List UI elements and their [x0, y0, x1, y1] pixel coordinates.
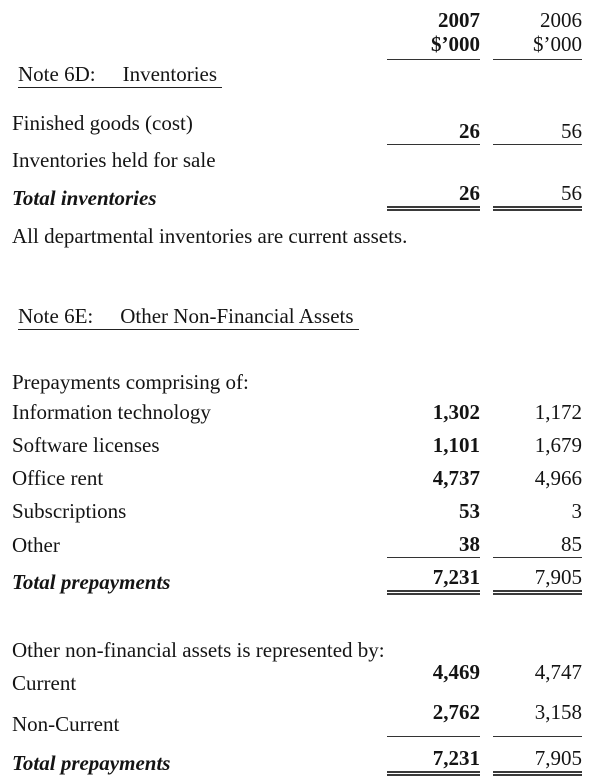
column-header-2006 — [493, 8, 582, 60]
row-label: Total prepayments — [12, 751, 171, 775]
value-2007: 7,231 — [387, 747, 480, 776]
row-other — [12, 533, 582, 558]
value-2006: 7,905 — [493, 747, 582, 776]
value-2006: 56 — [493, 182, 582, 211]
note-6d-heading — [18, 62, 582, 88]
note-6d-label: Note 6D: — [18, 62, 96, 86]
value-2007: 38 — [387, 533, 480, 558]
row-label: Information technology — [12, 400, 211, 424]
row-label: Current — [12, 671, 77, 695]
value-2006: 56 — [493, 120, 582, 145]
column-header-2007 — [387, 8, 480, 60]
row-total-prepayments — [12, 566, 582, 595]
row-non-current — [12, 701, 582, 737]
value-2007: 2,762 — [387, 701, 480, 737]
value-2007: 1,101 — [432, 433, 480, 457]
note-6e-heading-text — [18, 305, 359, 330]
row-subscriptions — [12, 500, 582, 524]
note-6d-title: Inventories — [122, 62, 218, 86]
value-2006: 4,966 — [534, 466, 582, 490]
row-label: Inventories held for sale — [12, 148, 216, 172]
unit-2007: $’000 — [431, 32, 480, 56]
row-total-inventories — [12, 182, 582, 211]
inventories-footnote: All departmental inventories are current assets. — [12, 224, 408, 248]
value-2007 — [387, 171, 480, 173]
value-2006: 85 — [493, 533, 582, 558]
row-label: Office rent — [12, 466, 104, 490]
row-office-rent — [12, 467, 582, 491]
value-2006: 7,905 — [493, 566, 582, 595]
row-information-technology — [12, 401, 582, 425]
value-2007: 53 — [459, 499, 480, 523]
year-2007: 2007 — [438, 8, 480, 32]
breakdown-intro: Other non-financial assets is represented by: — [12, 638, 385, 662]
note-6e-label: Note 6E: — [18, 304, 94, 328]
column-headers — [12, 8, 582, 60]
value-2007: 7,231 — [387, 566, 480, 595]
row-total-prepayments-breakdown — [12, 747, 582, 776]
note-6e-heading — [18, 304, 582, 330]
value-2006: 4,747 — [534, 660, 582, 684]
row-label: Subscriptions — [12, 499, 127, 523]
row-label: Total inventories — [12, 186, 157, 210]
row-label: Total prepayments — [12, 570, 171, 594]
row-label: Software licenses — [12, 433, 160, 457]
note-6e-title: Other Non-Financial Assets — [120, 304, 354, 328]
value-2006: 1,172 — [534, 400, 582, 424]
value-2007: 4,737 — [432, 466, 480, 490]
value-2006 — [493, 171, 582, 173]
row-inventories-held-for-sale — [12, 149, 582, 173]
value-2006: 3 — [571, 499, 582, 523]
value-2006: 3,158 — [493, 701, 582, 737]
value-2007: 4,469 — [432, 660, 480, 684]
row-label: Other — [12, 533, 60, 557]
year-2006: 2006 — [540, 8, 582, 32]
row-label: Non-Current — [12, 712, 120, 736]
prepayments-intro: Prepayments comprising of: — [12, 370, 249, 394]
unit-2006: $’000 — [533, 32, 582, 56]
note-6d-heading-text — [18, 63, 222, 88]
header-label-spacer — [12, 58, 374, 60]
row-software-licenses — [12, 434, 582, 458]
value-2007: 1,302 — [432, 400, 480, 424]
value-2007: 26 — [387, 120, 480, 145]
value-2007: 26 — [387, 182, 480, 211]
value-2006: 1,679 — [534, 433, 582, 457]
row-current — [12, 661, 582, 696]
row-finished-goods — [12, 111, 582, 143]
row-label: Finished goods (cost) — [12, 111, 193, 135]
